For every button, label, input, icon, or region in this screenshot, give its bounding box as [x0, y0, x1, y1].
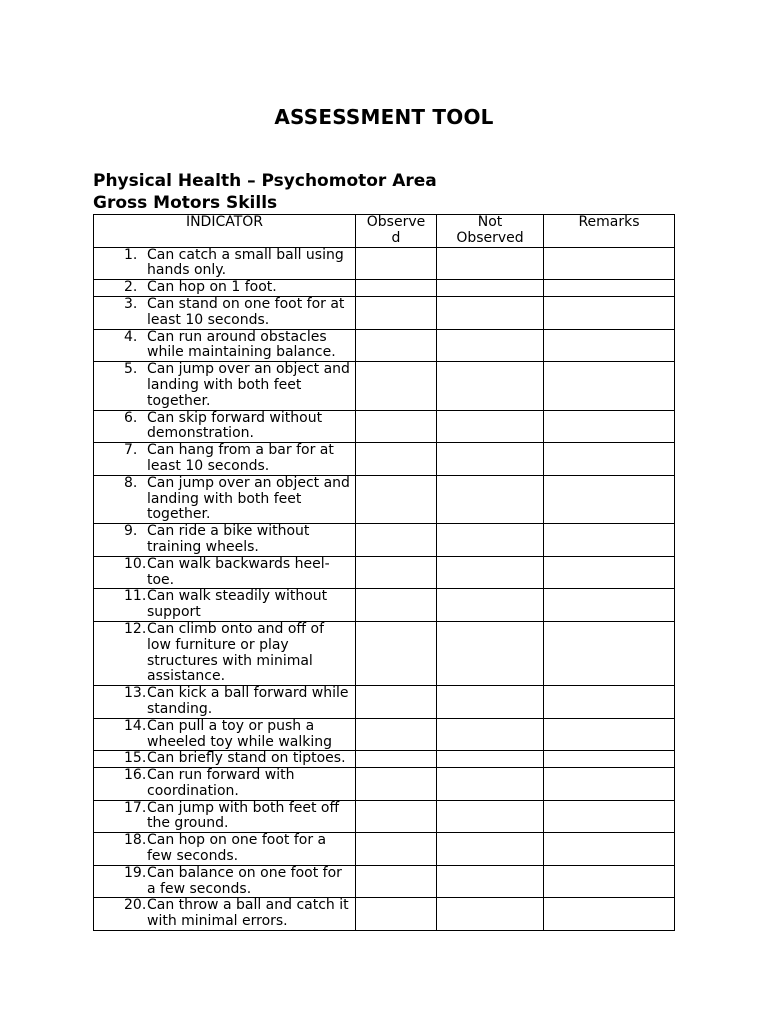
- not-observed-cell[interactable]: [437, 898, 544, 931]
- table-row: [94, 898, 675, 931]
- not-observed-cell[interactable]: [437, 524, 544, 557]
- observed-cell[interactable]: [356, 296, 437, 329]
- observed-cell[interactable]: [356, 524, 437, 557]
- item-text: Can pull a toy or push a wheeled toy while walking: [147, 717, 333, 750]
- item-number: 5.: [124, 361, 138, 378]
- not-observed-cell[interactable]: [437, 621, 544, 685]
- item-number: 1.: [124, 246, 138, 263]
- not-observed-cell[interactable]: [437, 686, 544, 719]
- indicator-cell: [94, 247, 356, 280]
- item-text: Can catch a small ball using hands only.: [147, 246, 344, 279]
- observed-cell[interactable]: [356, 718, 437, 751]
- item-number: 20.: [124, 897, 147, 914]
- item-number: 12.: [124, 620, 147, 637]
- not-observed-cell[interactable]: [437, 768, 544, 801]
- remarks-cell[interactable]: [544, 865, 675, 898]
- indicator-cell: [94, 556, 356, 589]
- item-number: 14.: [124, 717, 147, 734]
- table-row: [94, 280, 675, 297]
- item-text: Can run around obstacles while maintaining balance.: [147, 328, 336, 361]
- not-observed-cell[interactable]: [437, 329, 544, 362]
- not-observed-cell[interactable]: [437, 833, 544, 866]
- remarks-cell[interactable]: [544, 362, 675, 410]
- remarks-cell[interactable]: [544, 621, 675, 685]
- item-text: Can hop on one foot for a few seconds.: [147, 832, 327, 865]
- indicator-cell: [94, 833, 356, 866]
- remarks-cell[interactable]: [544, 410, 675, 443]
- not-observed-cell[interactable]: [437, 718, 544, 751]
- remarks-cell[interactable]: [544, 280, 675, 297]
- remarks-cell[interactable]: [544, 247, 675, 280]
- item-text: Can skip forward without demonstration.: [147, 409, 323, 442]
- observed-cell[interactable]: [356, 362, 437, 410]
- document-title: ASSESSMENT TOOL: [274, 105, 494, 129]
- not-observed-cell[interactable]: [437, 556, 544, 589]
- remarks-cell[interactable]: [544, 800, 675, 833]
- header-indicator: INDICATOR: [94, 215, 356, 248]
- indicator-cell: [94, 621, 356, 685]
- table-row: [94, 524, 675, 557]
- observed-cell[interactable]: [356, 475, 437, 523]
- observed-cell[interactable]: [356, 800, 437, 833]
- item-text: Can jump with both feet off the ground.: [147, 799, 340, 832]
- table-row: [94, 768, 675, 801]
- header-remarks: Remarks: [544, 215, 675, 248]
- item-text: Can walk backwards heel-toe.: [147, 555, 330, 588]
- item-number: 19.: [124, 864, 147, 881]
- not-observed-cell[interactable]: [437, 280, 544, 297]
- observed-cell[interactable]: [356, 247, 437, 280]
- item-number: 2.: [124, 279, 138, 296]
- observed-cell[interactable]: [356, 768, 437, 801]
- not-observed-cell[interactable]: [437, 751, 544, 768]
- remarks-cell[interactable]: [544, 718, 675, 751]
- observed-cell[interactable]: [356, 686, 437, 719]
- header-observed: Observe d: [356, 215, 437, 248]
- table-row: [94, 800, 675, 833]
- table-row: [94, 589, 675, 622]
- item-number: 18.: [124, 832, 147, 849]
- item-text: Can jump over an object and landing with both feet together.: [147, 474, 350, 523]
- item-text: Can hang from a bar for at least 10 seconds.: [147, 442, 334, 474]
- table-row: [94, 410, 675, 443]
- table-row: [94, 833, 675, 866]
- indicator-cell: [94, 280, 356, 297]
- item-text: Can climb onto and off of low furniture or play structures with minimal assistance.: [147, 620, 325, 685]
- item-number: 16.: [124, 767, 147, 784]
- table-row: [94, 556, 675, 589]
- table-row: [94, 865, 675, 898]
- header-not-observed: Not Observed: [437, 215, 544, 248]
- remarks-cell[interactable]: [544, 833, 675, 866]
- observed-cell[interactable]: [356, 556, 437, 589]
- observed-cell[interactable]: [356, 898, 437, 931]
- remarks-cell[interactable]: [544, 296, 675, 329]
- indicator-cell: [94, 296, 356, 329]
- not-observed-cell[interactable]: [437, 247, 544, 280]
- observed-cell[interactable]: [356, 589, 437, 622]
- not-observed-cell[interactable]: [437, 800, 544, 833]
- table-row: [94, 443, 675, 476]
- indicator-cell: [94, 589, 356, 622]
- not-observed-cell[interactable]: [437, 362, 544, 410]
- item-text: Can throw a ball and catch it with minimal errors.: [147, 897, 349, 930]
- observed-cell[interactable]: [356, 751, 437, 768]
- remarks-cell[interactable]: [544, 589, 675, 622]
- observed-cell[interactable]: [356, 621, 437, 685]
- item-text: Can stand on one foot for at least 10 seconds.: [147, 295, 345, 328]
- table-row: [94, 686, 675, 719]
- item-text: Can jump over an object and landing with both feet together.: [147, 361, 350, 409]
- item-number: 6.: [124, 409, 138, 426]
- subsection-title: Gross Motors Skills: [93, 193, 278, 213]
- item-number: 8.: [124, 474, 138, 491]
- indicator-cell: [94, 410, 356, 443]
- item-number: 4.: [124, 328, 138, 345]
- table-row: [94, 751, 675, 768]
- remarks-cell[interactable]: [544, 768, 675, 801]
- indicator-cell: [94, 686, 356, 719]
- remarks-cell[interactable]: [544, 686, 675, 719]
- remarks-cell[interactable]: [544, 898, 675, 931]
- item-text: Can walk steadily without support: [147, 588, 328, 621]
- assessment-table: [93, 214, 675, 931]
- remarks-cell[interactable]: [544, 475, 675, 523]
- table-row: [94, 247, 675, 280]
- item-text: Can hop on 1 foot.: [147, 279, 277, 296]
- item-text: Can run forward with coordination.: [147, 767, 295, 799]
- indicator-cell: [94, 800, 356, 833]
- not-observed-cell[interactable]: [437, 296, 544, 329]
- not-observed-cell[interactable]: [437, 589, 544, 622]
- table-row: [94, 475, 675, 523]
- indicator-cell: [94, 329, 356, 362]
- remarks-cell[interactable]: [544, 751, 675, 768]
- not-observed-cell[interactable]: [437, 410, 544, 443]
- remarks-cell[interactable]: [544, 524, 675, 557]
- indicator-cell: [94, 524, 356, 557]
- not-observed-cell[interactable]: [437, 443, 544, 476]
- item-number: 13.: [124, 685, 147, 702]
- table-row: [94, 621, 675, 685]
- not-observed-cell[interactable]: [437, 475, 544, 523]
- remarks-cell[interactable]: [544, 556, 675, 589]
- item-text: Can briefly stand on tiptoes.: [147, 750, 346, 767]
- table-row: [94, 718, 675, 751]
- item-number: 7.: [124, 442, 138, 459]
- indicator-cell: [94, 865, 356, 898]
- item-text: Can ride a bike without training wheels.: [147, 523, 310, 555]
- item-number: 3.: [124, 295, 138, 312]
- item-number: 10.: [124, 555, 147, 572]
- table-row: [94, 329, 675, 362]
- observed-cell[interactable]: [356, 410, 437, 443]
- indicator-cell: [94, 751, 356, 768]
- indicator-cell: [94, 898, 356, 931]
- item-number: 9.: [124, 523, 138, 540]
- not-observed-cell[interactable]: [437, 865, 544, 898]
- item-number: 15.: [124, 750, 147, 767]
- table-header-row: [94, 215, 675, 248]
- item-number: 11.: [124, 588, 147, 605]
- indicator-cell: [94, 443, 356, 476]
- indicator-cell: [94, 475, 356, 523]
- observed-cell[interactable]: [356, 865, 437, 898]
- remarks-cell[interactable]: [544, 329, 675, 362]
- indicator-cell: [94, 768, 356, 801]
- observed-cell[interactable]: [356, 833, 437, 866]
- table-row: [94, 362, 675, 410]
- indicator-cell: [94, 718, 356, 751]
- item-number: 17.: [124, 799, 147, 816]
- observed-cell[interactable]: [356, 443, 437, 476]
- indicator-cell: [94, 362, 356, 410]
- item-text: Can kick a ball forward while standing.: [147, 685, 349, 717]
- table-row: [94, 296, 675, 329]
- observed-cell[interactable]: [356, 280, 437, 297]
- section-title: Physical Health – Psychomotor Area: [93, 171, 437, 191]
- observed-cell[interactable]: [356, 329, 437, 362]
- remarks-cell[interactable]: [544, 443, 675, 476]
- item-text: Can balance on one foot for a few seconds.: [147, 864, 342, 897]
